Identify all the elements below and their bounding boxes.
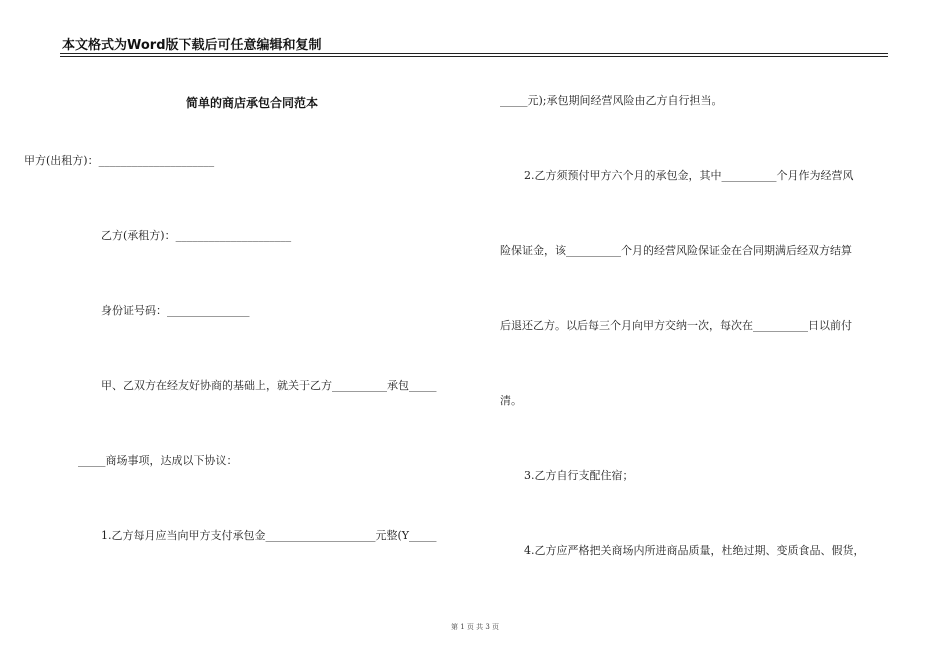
- header-rule-top: [60, 53, 888, 54]
- agreement-intro-line: 甲、乙双方在经友好协商的基础上，就关于乙方__________承包_____: [101, 379, 437, 392]
- id-number-line: 身份证号码：_______________: [101, 304, 250, 317]
- clause-1-cont: _____元);承包期间经营风险由乙方自行担当。: [500, 94, 723, 107]
- party-b-line: 乙方(承租方)：_____________________: [101, 229, 292, 242]
- page-footer: 第 1 页 共 3 页: [450, 623, 500, 631]
- clause-3-line: 3.乙方自行支配住宿；: [524, 469, 634, 482]
- clause-2-cont-c: 清。: [500, 394, 522, 407]
- clause-2-cont-a: 险保证金，该__________个月的经营风险保证金在合同期满后经双方结算: [500, 244, 852, 257]
- clause-4-line: 4.乙方应严格把关商场内所进商品质量，杜绝过期、变质食品、假货，: [524, 544, 865, 557]
- document-title: 简单的商店承包合同范本: [186, 96, 319, 110]
- clause-2-cont-b: 后退还乙方。以后每三个月向甲方交纳一次，每次在__________日以前付: [500, 319, 852, 332]
- header-rule-bottom: [60, 56, 888, 57]
- party-a-line: 甲方(出租方)：_____________________: [24, 154, 215, 167]
- document-header: 本文格式为Word版下载后可任意编辑和复制: [62, 38, 322, 53]
- agreement-intro-cont: _____商场事项，达成以下协议：: [78, 454, 238, 467]
- clause-2-line: 2.乙方须预付甲方六个月的承包金，其中__________个月作为经营风: [524, 169, 854, 182]
- clause-1-line: 1.乙方每月应当向甲方支付承包金____________________元整(Y_____: [101, 529, 437, 542]
